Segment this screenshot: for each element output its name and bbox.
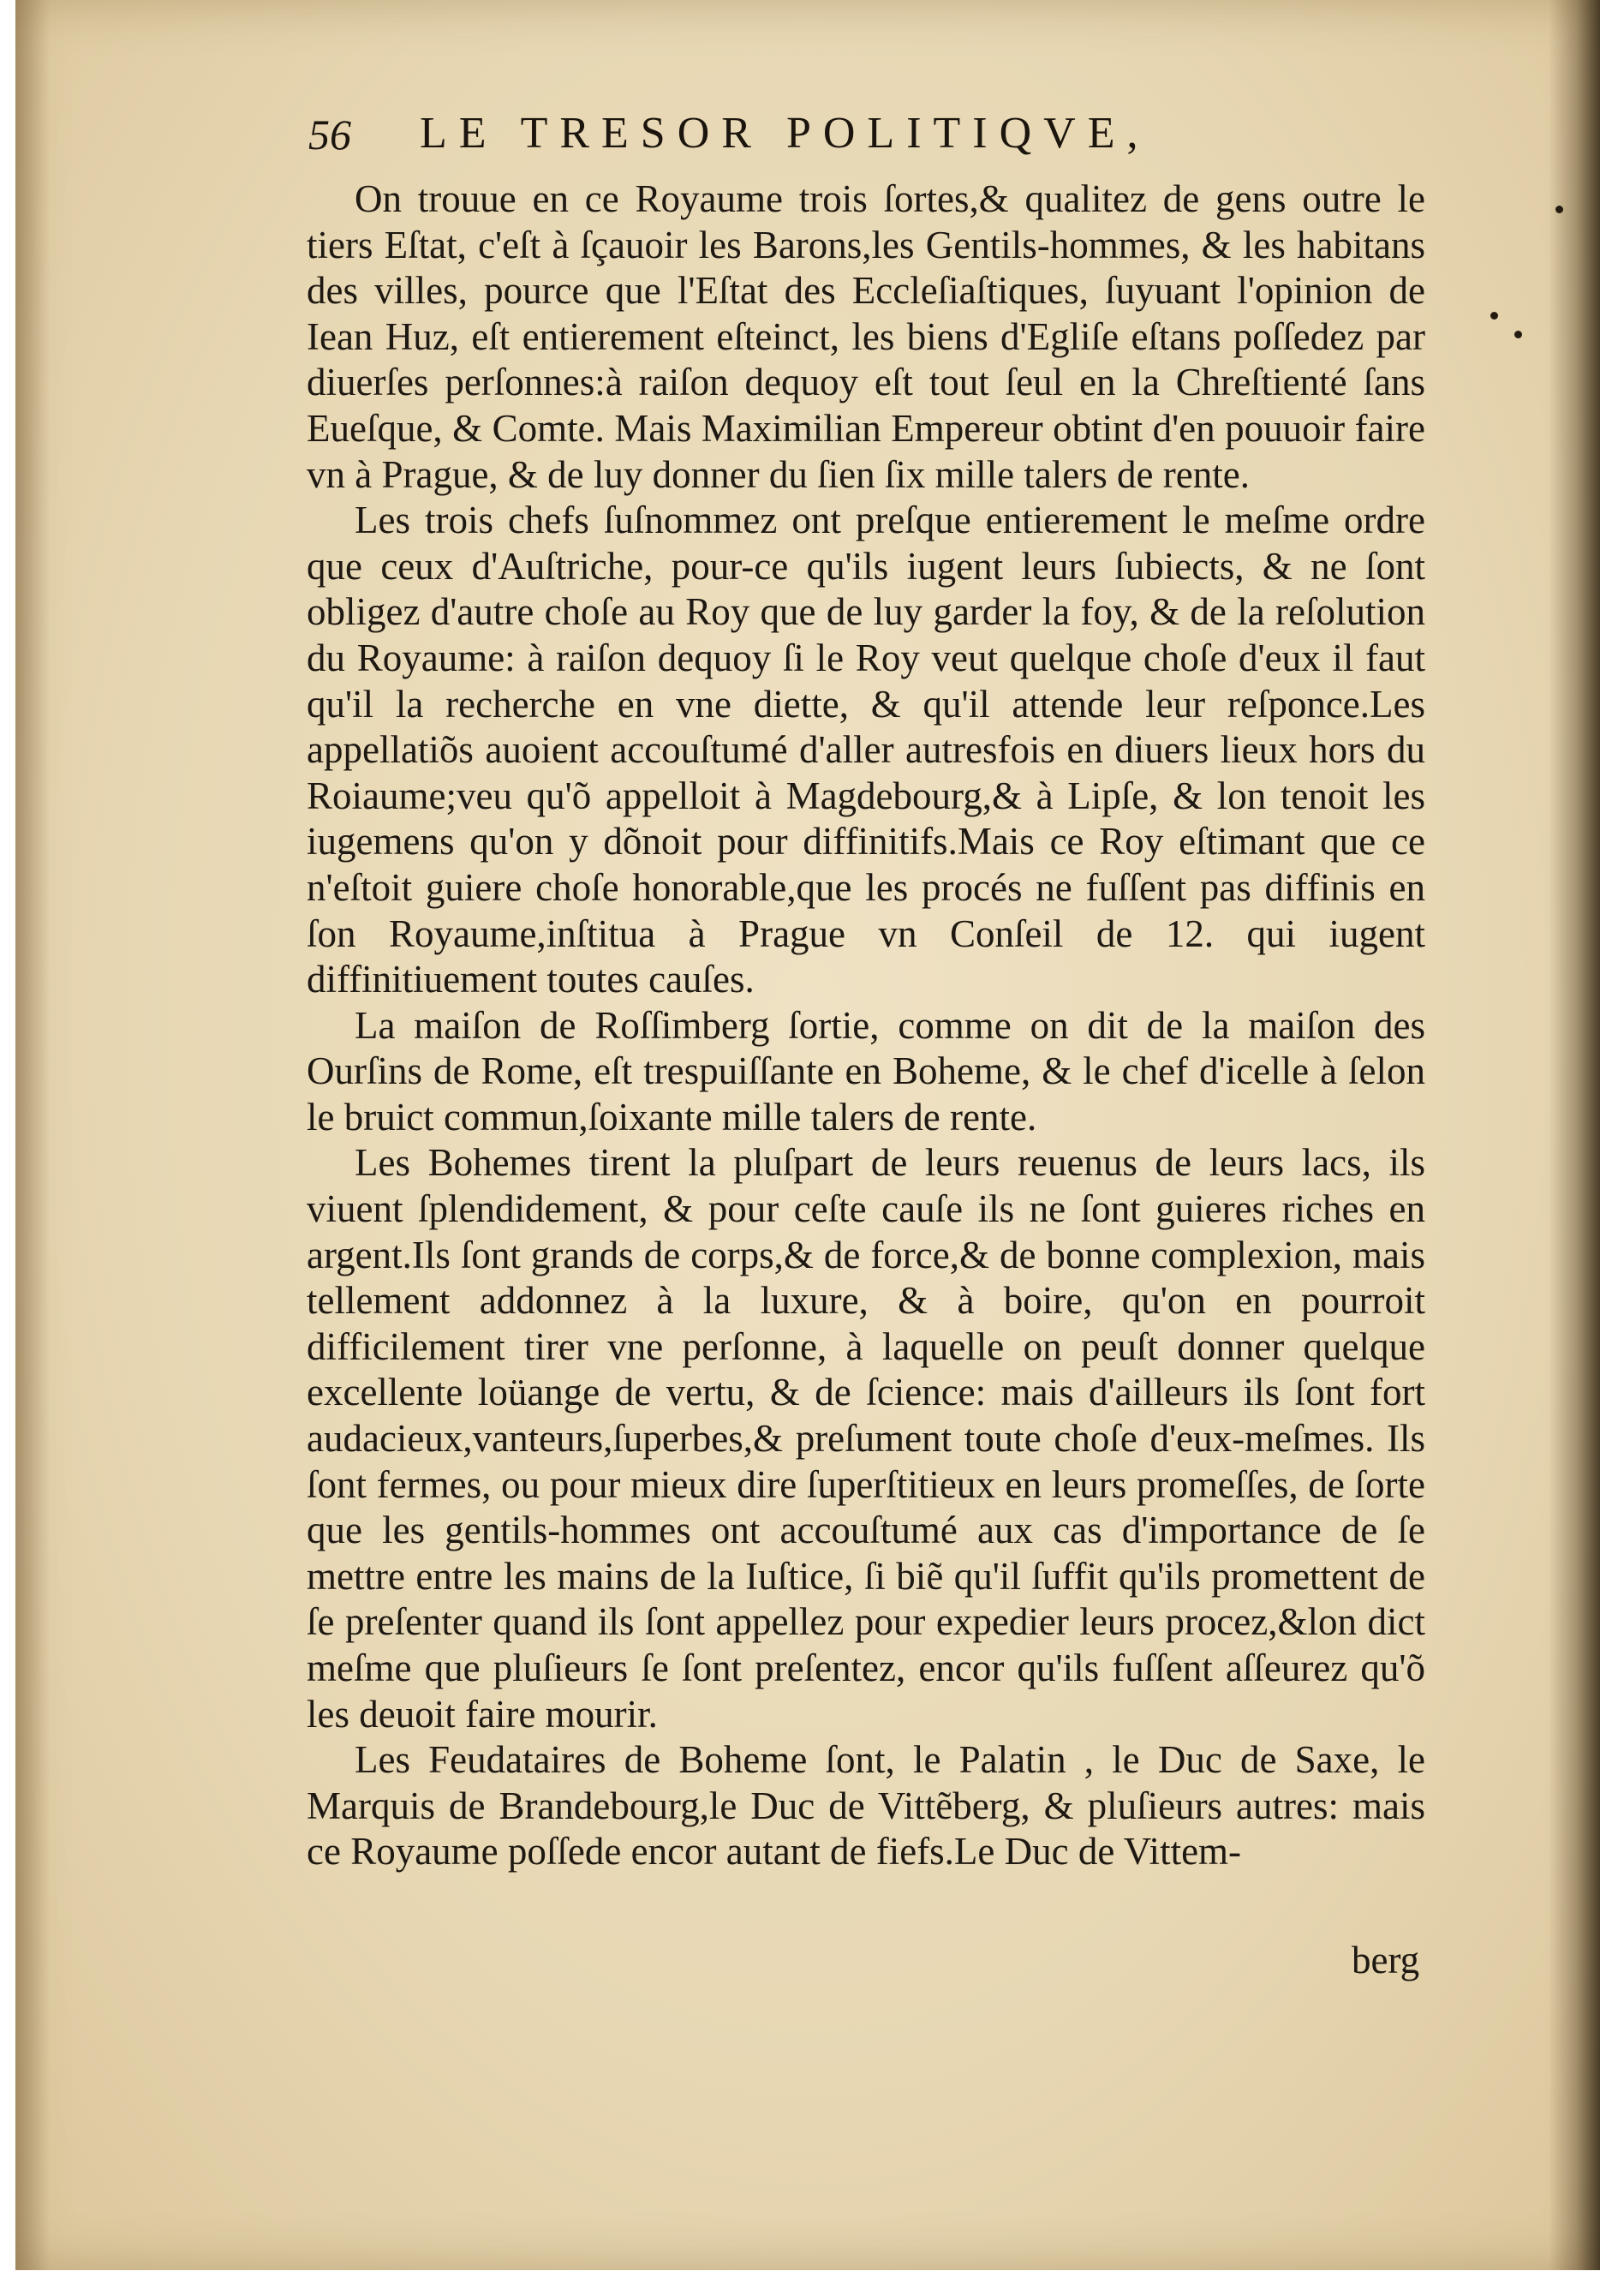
ink-spot [1555,206,1563,213]
paragraph: La maiſon de Roſſimberg ſortie, comme on dit de la maiſon des Ourſins de Rome, eſt trespuiſſante en Boheme, & le chef d'icelle à ſelon le bruict commun,ſoixante mille talers de rente. [307,1003,1425,1139]
paragraph: Les trois chefs ſuſnommez ont preſque entierement le meſme ordre que ceux d'Auſtriche, pour-ce qu'ils iugent leurs ſubiects, & ne ſont obligez d'autre choſe au Roy que de luy garder la foy, & de la reſolution du Royaume: à raiſon dequoy ſi le Roy veut quelque choſe d'eux il faut qu'il la recherche en vne diette, & qu'il attende leur reſponce.Les appellatiõs auoient accouſtumé d'aller autresfois en diuers lieux hors du Roiaume;veu qu'õ appelloit à Magdebourg,& à Lipſe, & lon tenoit les iugemens qu'on y dõnoit pour diffinitifs.Mais ce Roy eſtimant que ce n'eſtoit guiere choſe honorable,que les procés ne fuſſent pas diffinis en ſon Royaume,inſtitua à Prague vn Conſeil de 12. qui iugent diffinitiuement toutes cauſes. [307,499,1425,1001]
page-header [291,101,1285,170]
body-text [307,176,1425,1875]
ink-spot [1514,331,1522,338]
paragraph: On trouue en ce Royaume trois ſortes,& qualitez de gens outre le tiers Eſtat, c'eſt à ſçauoir les Barons,les Gentils-hommes, & les habitans des villes, pource que l'Eſtat des Eccleſiaſtiques, ſuyuant l'opinion de Iean Huz, eſt entierement eſteinct, les biens d'Egliſe eſtans poſſedez par diuerſes perſonnes:à raiſon dequoy eſt tout ſeul en la Chreſtienté ſans Eueſque, & Comte. Mais Maximilian Empereur obtint d'en pouuoir faire vn à Prague, & de luy donner du ſien ſix mille talers de rente. [307,177,1425,496]
paragraph: Les Feudataires de Boheme ſont, le Palatin , le Duc de Saxe, le Marquis de Brandebourg,le Duc de Vittẽberg, & pluſieurs autres: mais ce Royaume poſſede encor autant de fiefs.Le Duc de Vittem- [307,1738,1425,1874]
book-page [15,0,1600,2270]
page-edge-shadow [15,0,50,2270]
page-number: 56 [308,111,351,158]
catchword: berg [1352,1939,1420,1981]
binding-gutter [1549,0,1600,2270]
running-title: LE TRESOR POLITIQVE, [420,109,1150,158]
paragraph: Les Bohemes tirent la pluſpart de leurs reuenus de leurs lacs, ils viuent ſplendidement, & pour ceſte cauſe ils ne ſont guieres riches en argent.Ils ſont grands de corps,& de force,& de bonne complexion, mais tellement addonnez à la luxure, & à boire, qu'on en pourroit difficilement tirer vne perſonne, à laquelle on peuſt donner quelque excellente loüange de vertu, & de ſcience: mais d'ailleurs ils ſont fort audacieux,vanteurs,ſuperbes,& preſument toute choſe d'eux-meſmes. Ils ſont fermes, ou pour mieux dire ſuperſtitieux en leurs promeſſes, de ſorte que les gentils-hommes ont accouſtumé aux cas d'importance de ſe mettre entre les mains de la Iuſtice, ſi biẽ qu'il ſuffit qu'ils promettent de ſe preſenter quand ils ſont appellez pour expedier leurs procez,&lon dict meſme que pluſieurs ſe ſont preſentez, encor qu'ils fuſſent aſſeurez qu'õ les deuoit faire mourir. [307,1141,1425,1736]
ink-spot [1490,312,1498,320]
